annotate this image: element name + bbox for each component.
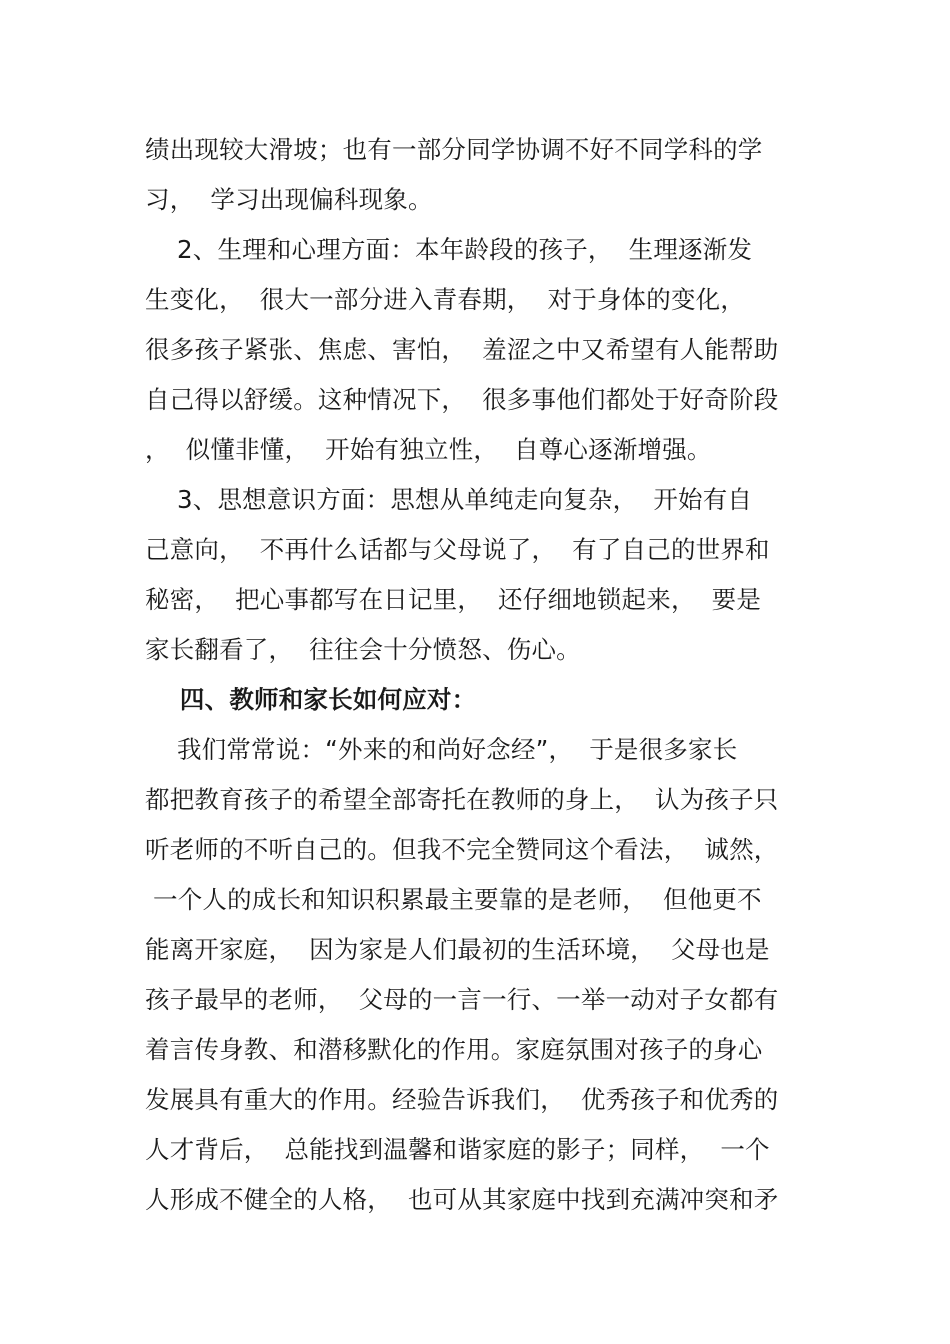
text-line: 孩子最早的老师， 父母的一言一行、一举一动对子女都有 [145, 985, 779, 1014]
text-line: 听老师的不听自己的。但我不完全赞同这个看法， 诚然， [145, 835, 779, 864]
text-line: 秘密， 把心事都写在日记里， 还仔细地锁起来， 要是 [145, 585, 762, 614]
text-line: 绩出现较大滑坡；也有一部分同学协调不好不同学科的学 [145, 135, 763, 164]
text-line: 生变化， 很大一部分进入青春期， 对于身体的变化， [145, 285, 746, 314]
text-line: 一个人的成长和知识积累最主要靠的是老师， 但他更不 [145, 885, 762, 914]
text-line: 我们常常说：“外来的和尚好念经”， 于是很多家长 [145, 735, 738, 764]
text-line: 很多孩子紧张、焦虑、害怕， 羞涩之中又希望有人能帮助 [145, 335, 779, 364]
text-line: 都把教育孩子的希望全部寄托在教师的身上， 认为孩子只 [145, 785, 779, 814]
text-line: 发展具有重大的作用。经验告诉我们， 优秀孩子和优秀的 [145, 1085, 779, 1114]
text-line: 2、生理和心理方面：本年龄段的孩子， 生理逐渐发 [145, 235, 753, 264]
text-line: 己意向， 不再什么话都与父母说了， 有了自己的世界和 [145, 535, 770, 564]
text-line: ， 似懂非懂， 开始有独立性， 自尊心逐渐增强。 [145, 435, 712, 464]
text-line: 人形成不健全的人格， 也可从其家庭中找到充满冲突和矛 [145, 1185, 779, 1214]
text-line: 自己得以舒缓。这种情况下， 很多事他们都处于好奇阶段 [145, 385, 779, 414]
text-line: 习， 学习出现偏科现象。 [145, 185, 433, 214]
text-line: 3、思想意识方面：思想从单纯走向复杂， 开始有自 [145, 485, 753, 514]
text-line: 人才背后， 总能找到温馨和谐家庭的影子；同样， 一个 [145, 1135, 770, 1164]
text-line: 能离开家庭， 因为家是人们最初的生活环境， 父母也是 [145, 935, 770, 964]
section-heading: 四、教师和家长如何应对： [145, 685, 477, 714]
text-line: 家长翻看了， 往往会十分愤怒、伤心。 [145, 635, 581, 664]
text-line: 着言传身教、和潜移默化的作用。家庭氛围对孩子的身心 [145, 1035, 763, 1064]
